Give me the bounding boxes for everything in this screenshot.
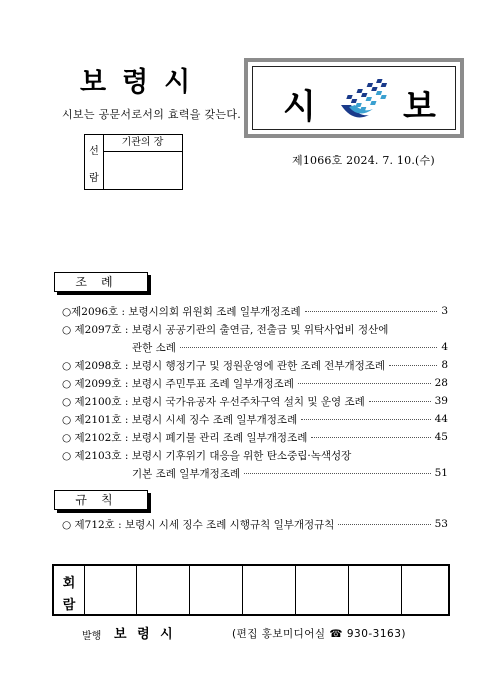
leader-dots — [338, 524, 430, 525]
review-signature-cell — [243, 566, 296, 614]
publisher-label: 발행 — [82, 631, 102, 642]
toc-item-title: ○ 제2100호 : 보령시 국가유공자 우선주차구역 설치 및 운영 조례 — [62, 395, 365, 408]
leader-dots — [298, 383, 431, 384]
gazette-masthead-inner — [252, 66, 456, 130]
leader-dots — [180, 347, 437, 348]
contact-info: (편집 홍보미디어실 ☎ 930-3163) — [232, 628, 406, 640]
approval-label-column — [85, 135, 104, 189]
section-header-rules: 규칙 — [54, 490, 148, 510]
review-signature-cell — [349, 566, 402, 614]
toc-item-continuation — [132, 465, 448, 481]
review-label-column — [54, 566, 85, 614]
toc-item-page: 3 — [441, 305, 448, 317]
toc-item — [62, 447, 448, 463]
toc-item-page: 39 — [434, 395, 448, 407]
toc-item-title: ○ 제2098호 : 보령시 행정기구 및 정원운영에 관한 조례 전부개정조례 — [62, 359, 386, 372]
toc-item-page: 51 — [434, 467, 448, 479]
toc-item — [62, 516, 448, 532]
boryeong-wave-logo-icon — [339, 75, 391, 125]
agency-head-label: 기관의 장 — [103, 135, 182, 152]
approval-char-1: 선 — [89, 146, 99, 157]
toc-item — [62, 357, 448, 373]
leader-dots — [389, 365, 437, 366]
leader-dots — [369, 401, 431, 402]
review-signature-cell — [190, 566, 243, 614]
toc-item — [62, 393, 448, 409]
review-signature-cell — [402, 566, 448, 614]
leader-dots — [301, 419, 430, 420]
toc-item — [62, 411, 448, 427]
gazette-masthead — [244, 58, 464, 138]
masthead-char-si: 시 — [283, 87, 316, 127]
toc-item-title: ○ 제2099호 : 보령시 주민투표 조례 일부개정조례 — [62, 377, 294, 390]
toc-item-title: ○ 제2102호 : 보령시 폐기물 관리 조례 일부개정조례 — [62, 431, 308, 444]
toc-item-page: 45 — [434, 431, 448, 443]
review-signature-cell — [137, 566, 190, 614]
toc-item-page: 53 — [434, 518, 448, 530]
toc-item-title: 관한 소례 — [132, 341, 176, 354]
toc-item-title: ○ 제2097호 : 보령시 공공기관의 출연금, 전출금 및 위탁사업비 정산에 — [62, 323, 389, 336]
toc-item-title: 기본 조례 일부개정조례 — [132, 467, 241, 480]
masthead-char-bo: 보 — [403, 87, 436, 127]
toc-item-title: ○ 제2101호 : 보령시 시세 징수 조례 일부개정조례 — [62, 413, 298, 426]
leader-dots — [305, 311, 438, 312]
toc-item-title: ○제2096호 : 보령시의회 위원회 조례 일부개정조례 — [62, 305, 301, 318]
toc-item — [62, 429, 448, 445]
approval-char-2: 람 — [89, 173, 99, 184]
toc-item-page: 28 — [434, 377, 448, 389]
issue-number-date: 제1066호 2024. 7. 10.(수) — [292, 154, 435, 167]
toc-item-title: ○ 제712호 : 보령시 시세 징수 조례 시행규칙 일부개정규칙 — [62, 518, 335, 531]
review-char-2: 람 — [62, 598, 76, 613]
review-table — [52, 564, 450, 616]
review-char-1: 회 — [62, 576, 76, 591]
toc-item-page: 8 — [441, 359, 448, 371]
city-title: 보령시 — [80, 67, 207, 98]
toc-item — [62, 375, 448, 391]
leader-dots — [244, 473, 431, 474]
toc-item-title: ○ 제2103호 : 보령시 기후위기 대응을 위한 탄소중립·녹색성장 — [62, 449, 352, 462]
leader-dots — [311, 437, 430, 438]
publisher-name: 보 령 시 — [114, 627, 176, 642]
toc-item — [62, 321, 448, 337]
review-signature-cell — [84, 566, 137, 614]
section-header-ordinances: 조례 — [54, 272, 148, 292]
legal-effect-notice: 시보는 공문서로서의 효력을 갖는다. — [62, 108, 242, 121]
approval-box — [84, 134, 183, 190]
toc-item-continuation — [132, 339, 448, 355]
toc-item-page: 4 — [441, 341, 448, 353]
toc-item-page: 44 — [434, 413, 448, 425]
review-signature-cell — [296, 566, 349, 614]
toc-item — [62, 303, 448, 319]
